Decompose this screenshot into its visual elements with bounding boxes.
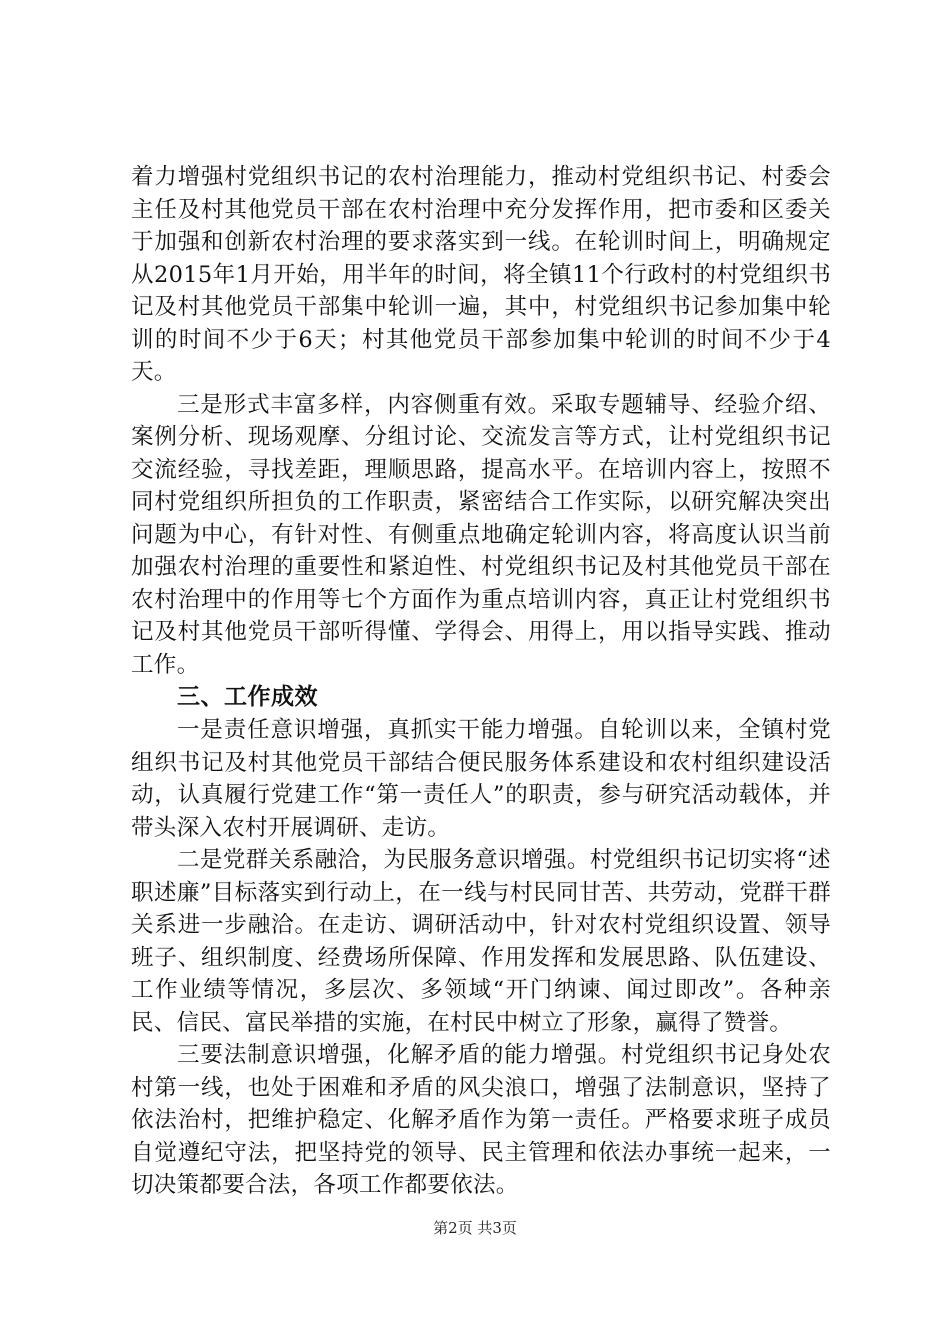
paragraph-responsibility: 一是责任意识增强，真抓实干能力增强。自轮训以来，全镇村党组织书记及村其他党员干部结合便民服务体系建设和农村组织建设活动，认真履行党建工作“第一责任人”的职责，参与研究活动载体，并带头深入农村开展调研、走访。 — [131, 717, 831, 841]
paragraph-legal-awareness: 三要法制意识增强，化解矛盾的能力增强。村党组织书记身处农村第一线，也处于困难和矛盾的风尖浪口，增强了法制意识，坚持了依法治村，把维护稳定、化解矛盾作为第一责任。严格要求班子成员自觉遵纪守法，把坚持党的领导、民主管理和依法办事统一起来，一切决策都要合法，各项工作都要依法。 — [131, 1042, 831, 1198]
paragraph-party-relations: 二是党群关系融洽，为民服务意识增强。村党组织书记切实将“述职述廉”目标落实到行动上，在一线与村民同甘苦、共劳动，党群干群关系进一步融洽。在走访、调研活动中，针对农村党组织设置、领导班子、组织制度、经费场所保障、作用发挥和发展思路、队伍建设、工作业绩等情况，多层次、多领域“开门纳谏、闻过即改”。各种亲民、信民、富民举措的实施，在村民中树立了形象，赢得了赞誉。 — [131, 847, 831, 1036]
document-body — [131, 161, 831, 1202]
paragraph-training-schedule: 着力增强村党组织书记的农村治理能力，推动村党组织书记、村委会主任及村其他党员干部在农村治理中充分发挥作用，把市委和区委关于加强和创新农村治理的要求落实到一线。在轮训时间上，明确规定从2015年1月开始，用半年的时间，将全镇11个行政村的村党组织书记及村其他党员干部集中轮训一遍，其中，村党组织书记参加集中轮训的时间不少于6天；村其他党员干部参加集中轮训的时间不少于4天。 — [131, 164, 831, 385]
paragraph-training-format: 三是形式丰富多样，内容侧重有效。采取专题辅导、经验介绍、案例分析、现场观摩、分组讨论、交流发言等方式，让村党组织书记交流经验，寻找差距，理顺思路，提高水平。在培训内容上，按照不同村党组织所担负的工作职责，紧密结合工作实际，以研究解决突出问题为中心，有针对性、有侧重点地确定轮训内容，将高度认识当前加强农村治理的重要性和紧迫性、村党组织书记及村其他党员干部在农村治理中的作用等七个方面作为重点培训内容，真正让村党组织书记及村其他党员干部听得懂、学得会、用得上，用以指导实践、推动工作。 — [131, 391, 831, 678]
page-number-footer: 第2页 共3页 — [433, 1219, 517, 1237]
section-heading-results: 三、工作成效 — [177, 684, 318, 710]
